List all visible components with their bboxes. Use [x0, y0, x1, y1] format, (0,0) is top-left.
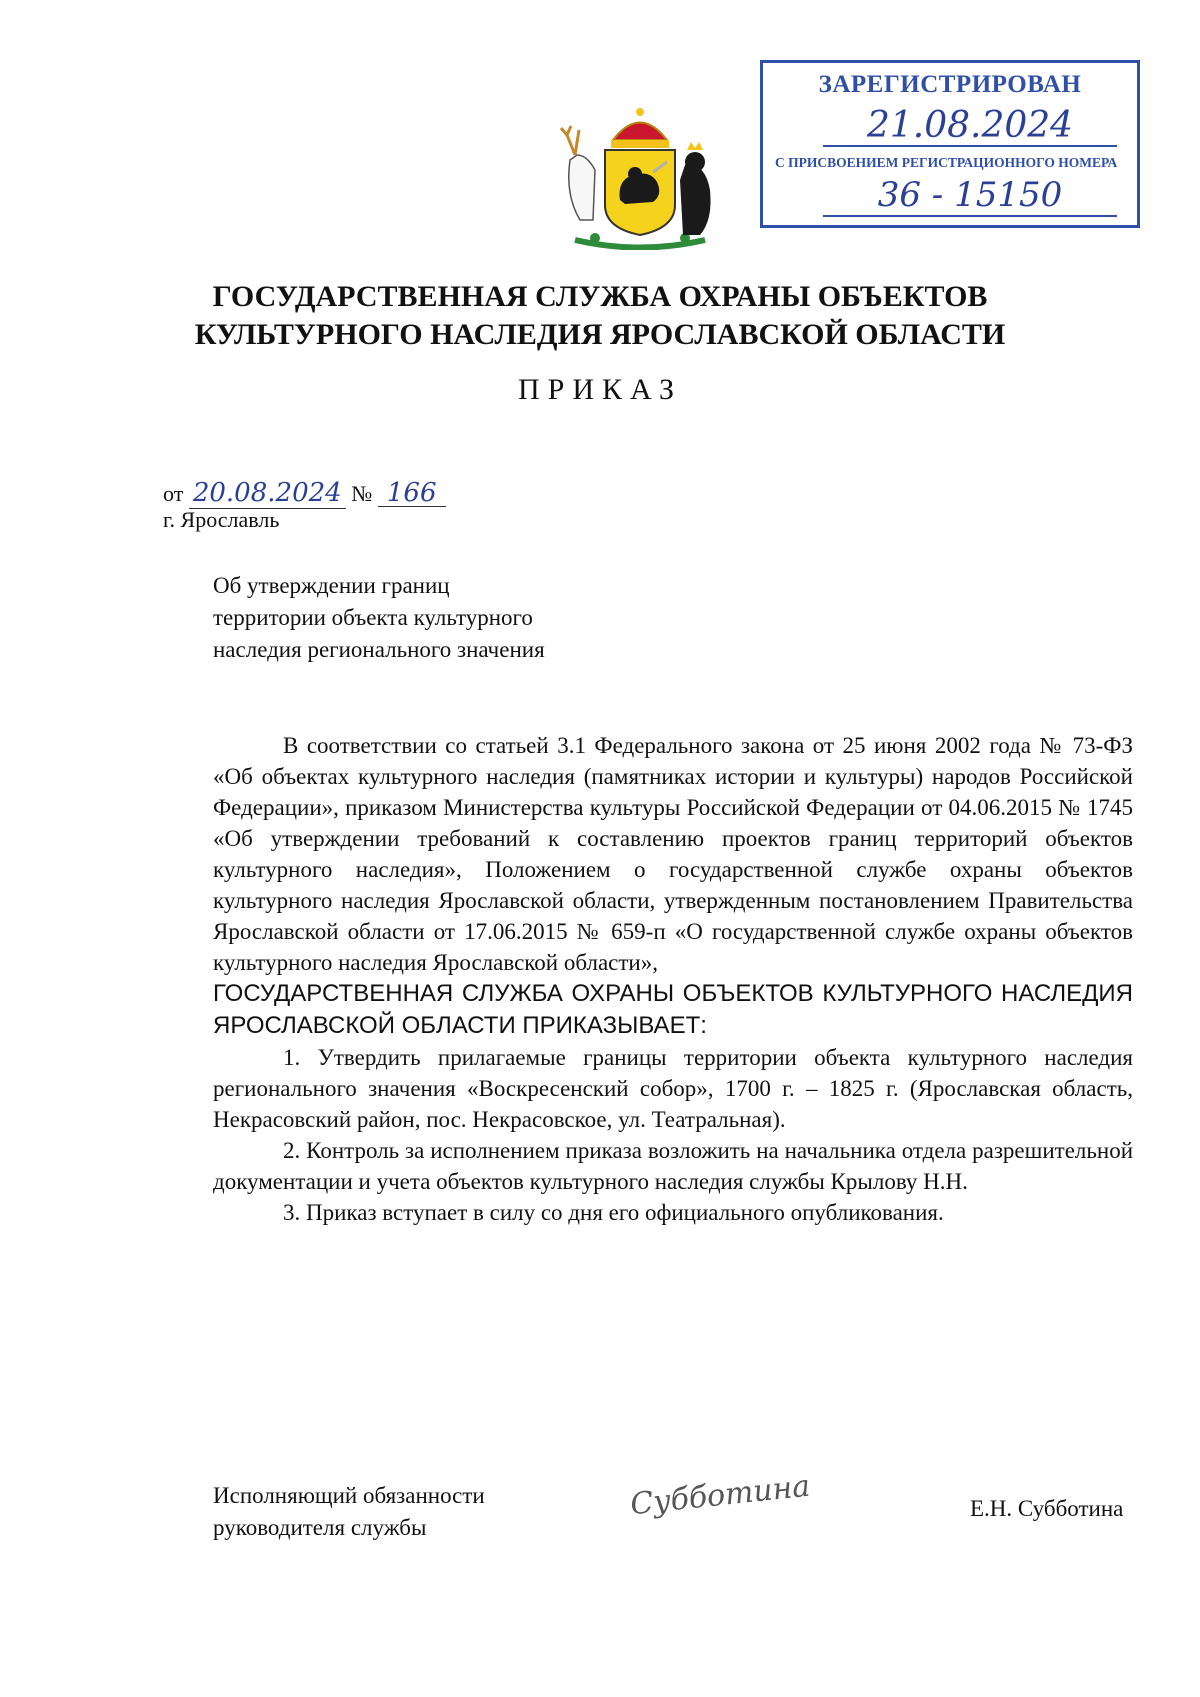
- signatory-role-line2: руководителя службы: [213, 1515, 427, 1540]
- order-item-1: 1. Утвердить прилагаемые границы территории объекта культурного наследия регионального значения «Воскресенский собор», 1700 г. – 1825 г. (Ярославская область, Некрасовский район, пос. Некрасовское, ул. Театральная).: [213, 1045, 1133, 1132]
- handwritten-signature: Субботина: [628, 1468, 812, 1523]
- date-number-line: [163, 480, 446, 507]
- organization-title-line1: ГОСУДАРСТВЕННАЯ СЛУЖБА ОХРАНЫ ОБЪЕКТОВ: [212, 280, 988, 313]
- organization-title: [150, 278, 1050, 354]
- number-label: №: [351, 481, 373, 506]
- city: г. Ярославль: [163, 507, 280, 532]
- stamp-registration-number: 36 - 15150: [823, 175, 1117, 217]
- order-date: 20.08.2024: [189, 478, 346, 509]
- document-subject: [213, 570, 545, 666]
- organization-title-line2: КУЛЬТУРНОГО НАСЛЕДИЯ ЯРОСЛАВСКОЙ ОБЛАСТИ: [194, 318, 1006, 351]
- orders-heading: ГОСУДАРСТВЕННАЯ СЛУЖБА ОХРАНЫ ОБЪЕКТОВ КУЛЬТУРНОГО НАСЛЕДИЯ ЯРОСЛАВСКОЙ ОБЛАСТИ ПРИКАЗЫВАЕТ:: [213, 980, 1133, 1039]
- subject-line2: территории объекта культурного: [213, 605, 533, 630]
- stamp-title: ЗАРЕГИСТРИРОВАН: [818, 71, 1082, 98]
- document-meta: [163, 480, 446, 533]
- subject-line3: наследия регионального значения: [213, 637, 545, 662]
- signatory-role: [213, 1480, 485, 1544]
- document-body: [213, 730, 1133, 1228]
- order-item-3: 3. Приказ вступает в силу со дня его официального опубликования.: [283, 1200, 944, 1225]
- order-item-2: 2. Контроль за исполнением приказа возложить на начальника отдела разрешительной документации и учета объектов культурного наследия службы Крылову Н.Н.: [213, 1138, 1133, 1194]
- registration-stamp: [760, 60, 1140, 228]
- order-number: 166: [378, 480, 446, 507]
- from-label: от: [163, 481, 184, 506]
- preamble-paragraph: В соответствии со статьей 3.1 Федерального закона от 25 июня 2002 года № 73-ФЗ «Об объектах культурного наследия (памятниках истории и культуры) народов Российской Федерации», приказом Министерства культуры Российской Федерации от 04.06.2015 № 1745 «Об утверждении требований к составлению проектов границ территорий объектов культурного наследия», Положением о государственной службе охраны объектов культурного наследия Ярославской области, утвержденным постановлением Правительства Ярославской области от 17.06.2015 № 659-п «О государственной службе охраны объектов культурного наследия Ярославской области»,: [213, 733, 1133, 975]
- signatory-name: Е.Н. Субботина: [970, 1496, 1124, 1521]
- coat-of-arms-icon: [555, 100, 725, 250]
- subject-line1: Об утверждении границ: [213, 573, 450, 598]
- signatory-role-line1: Исполняющий обязанности: [213, 1483, 485, 1508]
- stamp-caption: С ПРИСВОЕНИЕМ РЕГИСТРАЦИОННОГО НОМЕРА: [775, 155, 1118, 170]
- stamp-date: 21.08.2024: [823, 107, 1117, 147]
- document-type: ПРИКАЗ: [518, 373, 682, 406]
